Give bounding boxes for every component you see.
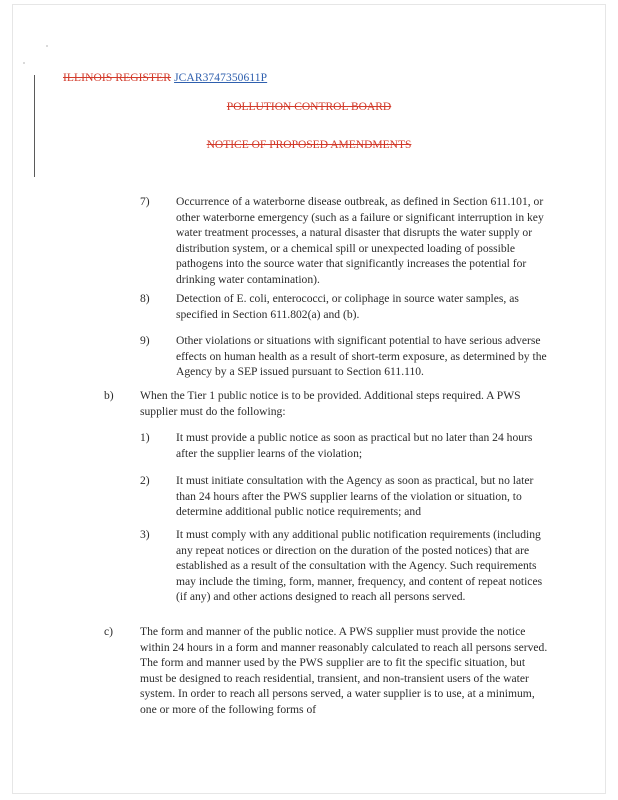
- board-header: [0, 101, 618, 113]
- item-number: 8): [140, 292, 150, 305]
- item-text: It must initiate consultation with the Agency as soon as practical, but no later than 24 hours after the PWS supplier learns of the violation or situation, to determine additional public notice requirements; and: [176, 474, 534, 518]
- board-struck-text: POLLUTION CONTROL BOARD: [226, 101, 392, 113]
- item-number: 3): [140, 528, 150, 541]
- item-number: 1): [140, 431, 150, 444]
- item-text: The form and manner of the public notice. A PWS supplier must provide the notice within 24 hours in a form and manner reasonably calculated to reach all persons served. The form and manner used by the PWS supplier are to fit the specific situation, but must be designed to reach residential, transient, and non-transient users of the water system. In order to reach all persons served, a water supplier is to use, at a minimum, one or more of the following forms of: [140, 625, 548, 716]
- item-number: b): [104, 389, 114, 402]
- item-number: c): [104, 625, 114, 638]
- scan-speck: [46, 45, 48, 47]
- item-text: Occurrence of a waterborne disease outbreak, as defined in Section 611.101, or other waterborne emergency (such as a failure or significant interruption in key water treatment processes, a natural disaster that disrupts the water supply or distribution system, or a chemical spill or unexpected loading of possible pathogens into the source water that significantly increases the potential for drinking water contamination).: [176, 195, 544, 286]
- item-number: 7): [140, 195, 150, 208]
- item-text: It must comply with any additional public notification requirements (including any repeat notices or direction on the duration of the posted notices) that are established as a result of the consultation with the Agency. Such requirements may include the timing, form, manner, frequency, and content of repeat notices (if any) and other actions designed to reach all persons served.: [176, 528, 543, 603]
- item-number: 2): [140, 474, 150, 487]
- notice-struck-text: NOTICE OF PROPOSED AMENDMENTS: [206, 139, 412, 151]
- register-header: [63, 72, 267, 84]
- item-text: Detection of E. coli, enterococci, or coliphage in source water samples, as specified in Section 611.802(a) and (b).: [176, 292, 519, 321]
- register-inserted-text: JCAR3747350611P: [174, 72, 268, 84]
- item-text: It must provide a public notice as soon as practical but no later than 24 hours after the supplier learns of the violation;: [176, 431, 533, 460]
- item-text: Other violations or situations with significant potential to have serious adverse effects on human health as a result of short-term exposure, as determined by the Agency by a SEP issued pursuant to Section 611.110.: [176, 334, 547, 378]
- revision-bar: [34, 75, 35, 177]
- notice-header: [0, 139, 618, 151]
- item-number: 9): [140, 334, 150, 347]
- item-text: When the Tier 1 public notice is to be provided. Additional steps required. A PWS supplier must do the following:: [140, 389, 521, 418]
- scan-speck: [23, 62, 25, 64]
- register-struck-text: ILLINOIS REGISTER: [63, 72, 172, 84]
